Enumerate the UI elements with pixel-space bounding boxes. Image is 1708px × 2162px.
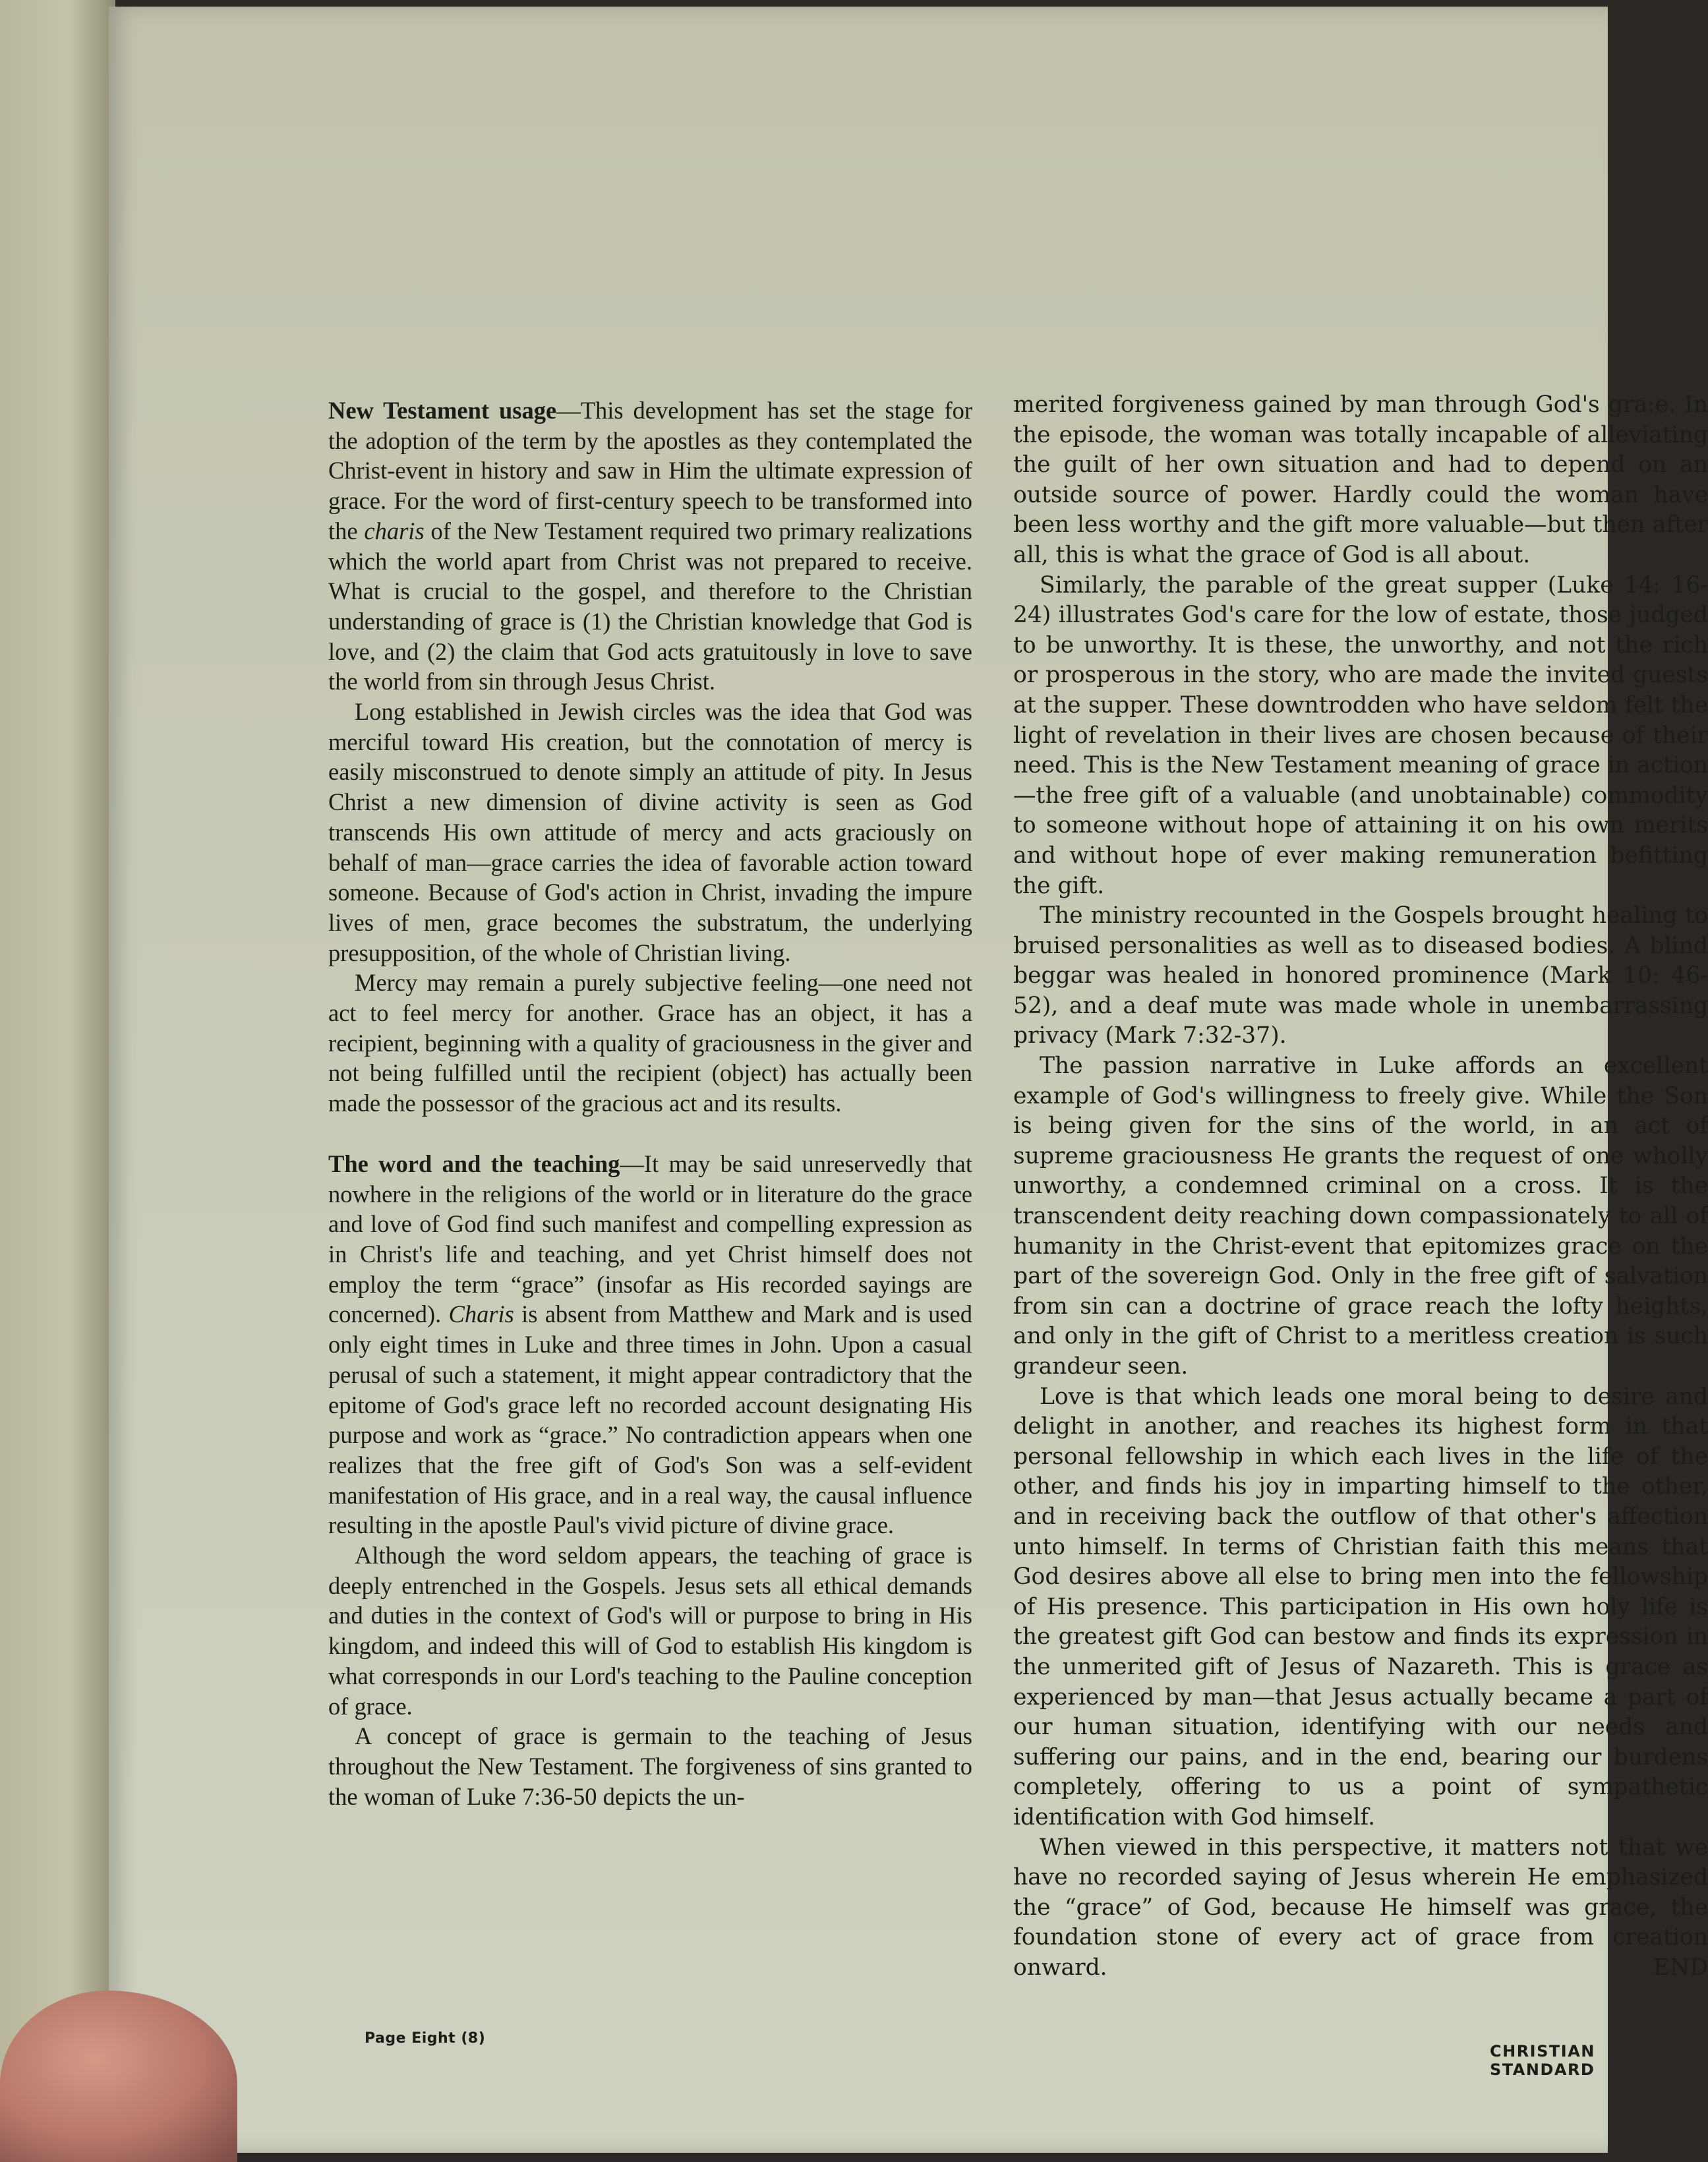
paragraph: Although the word seldom appears, the teaching of grace is deeply entrenched in the Gospels. Jesus sets all ethical demands and duties in the context of God's will or purpose to bring in His kingdom, and indeed this will of God to establish His kingdom is what corresponds in our Lord's teaching to the Pauline conception of grace.: [328, 1542, 972, 1720]
left-column: [328, 395, 972, 1811]
magazine-title: CHRISTIAN STANDARD: [1490, 2042, 1595, 2079]
section-heading: The word and the teaching: [328, 1150, 620, 1177]
paragraph: Love is that which leads one moral being to desire and delight in another, and reaches its highest form in that personal fellowship in which each lives in the life of the other, and finds his joy in imparting himself to the other, and in receiving back the outflow of that other's affection unto himself. In terms of Christian faith this means that God desires above all else to bring men into the fellowship of His presence. This participation in His own holy life is the greatest gift God can bestow and finds its expression in the unmerited gift of Jesus of Nazareth. This is grace as experienced by man—that Jesus actually became a part of our human situation, identifying with our needs and suffering our pains, and in the end, bearing our burdens completely, offering to us a point of sympathetic identification with God himself.: [1013, 1383, 1708, 1830]
paragraph: Similarly, the parable of the great supper (Luke 14: 16-24) illustrates God's care for the low of estate, those judged to be unworthy. It is these, the unworthy, and not the rich or prosperous in the story, who are made the invited guests at the supper. These downtrodden who have seldom felt the light of revelation in their lives are chosen because of their need. This is the New Testament meaning of grace in action—the free gift of a valuable (and unobtainable) commodity to someone without hope of attaining it on his own merits and without hope of ever making remuneration befitting the gift.: [1013, 571, 1708, 899]
paragraph: The word and the teaching—It may be said unreservedly that nowhere in the religions of the world or in literature do the grace and love of God find such manifest and compelling expression as in Christ's life and teaching, and yet Christ himself does not employ the term “grace” (insofar as His recorded sayings are concerned). Charis is absent from Matthew and Mark and is used only eight times in Luke and three times in John. Upon a casual perusal of such a statement, it might appear contradictory that the epitome of God's grace left no recorded account designating His purpose and work as “grace.” No contradiction appears when one realizes that the free gift of God's Son was a self-evident manifestation of His grace, and in a real way, the causal influence resulting in the apostle Paul's vivid picture of divine grace.: [328, 1150, 972, 1539]
page-number: Page Eight (8): [365, 2030, 486, 2047]
magazine-page: [109, 7, 1708, 2153]
section-heading: New Testament usage: [328, 397, 557, 424]
paragraph: A concept of grace is germain to the teaching of Jesus throughout the New Testament. The forgiveness of sins granted to the woman of Luke 7:36-50 depicts the un-: [328, 1722, 972, 1810]
paragraph: When viewed in this perspective, it matters not that we have no recorded saying of Jesus wherein He emphasized the “grace” of God, because He himself was grace, the foundation stone of every act of grace from creation onward. END: [1013, 1833, 1708, 1983]
right-column: [1013, 390, 1708, 1983]
end-mark: END: [1653, 1954, 1708, 1981]
paragraph: The ministry recounted in the Gospels brought healing to bruised personalities as well as to diseased bodies. A blind beggar was healed in honored prominence (Mark 10: 46-52), and a deaf mute was made whole in unembarrassing privacy (Mark 7:32-37).: [1013, 902, 1708, 1049]
section-gap: [328, 1119, 972, 1149]
paragraph: merited forgiveness gained by man through God's gra:e. In the episode, the woman was totally incapable of alleviating the guilt of her own situation and had to depend on an outside source of power. Hardly could the woman have been less worthy and the gift more valuable—but then after all, this is what the grace of God is all about.: [1013, 392, 1708, 568]
facing-page-edge: [0, 0, 115, 2153]
paragraph: The passion narrative in Luke affords an excellent example of God's willingness to freely give. While the Son is being given for the sins of the world, in an act of supreme graciousness He grants the request of one wholly unworthy, a condemned criminal on a cross. It is the transcendent deity reaching down compassionately to all of humanity in the Christ-event that epitomizes grace on the part of the sovereign God. Only in the free gift of salvation from sin can a doctrine of grace reach the lofty heights, and only in the gift of Christ to a meritless creation is such grandeur seen.: [1013, 1053, 1708, 1380]
paragraph: Long established in Jewish circles was the idea that God was merciful toward His creation, but the connotation of mercy is easily misconstrued to denote simply an attitude of pity. In Jesus Christ a new dimension of divine activity is seen as God transcends His own attitude of mercy and acts graciously on behalf of man—grace carries the idea of favorable action toward someone. Because of God's action in Christ, invading the impure lives of men, grace becomes the substratum, the underlying presupposition, of the whole of Christian living.: [328, 698, 972, 966]
paragraph: Mercy may remain a purely subjective feeling—one need not act to feel mercy for another. Grace has an object, it has a recipient, beginning with a quality of graciousness in the giver and not being fulfilled until the recipient (object) has actually been made the possessor of the gracious act and its results.: [328, 969, 972, 1117]
paragraph: New Testament usage—This development has set the stage for the adoption of the term by the apostles as they contemplated the Christ-event in history and saw in Him the ultimate expression of grace. For the word of first-century speech to be transformed into the charis of the New Testament required two primary realizations which the world apart from Christ was not prepared to receive. What is crucial to the gospel, and therefore to the Christian understanding of grace is (1) the Christian knowledge that God is love, and (2) the claim that God acts gratuitously in love to save the world from sin through Jesus Christ.: [328, 397, 973, 695]
